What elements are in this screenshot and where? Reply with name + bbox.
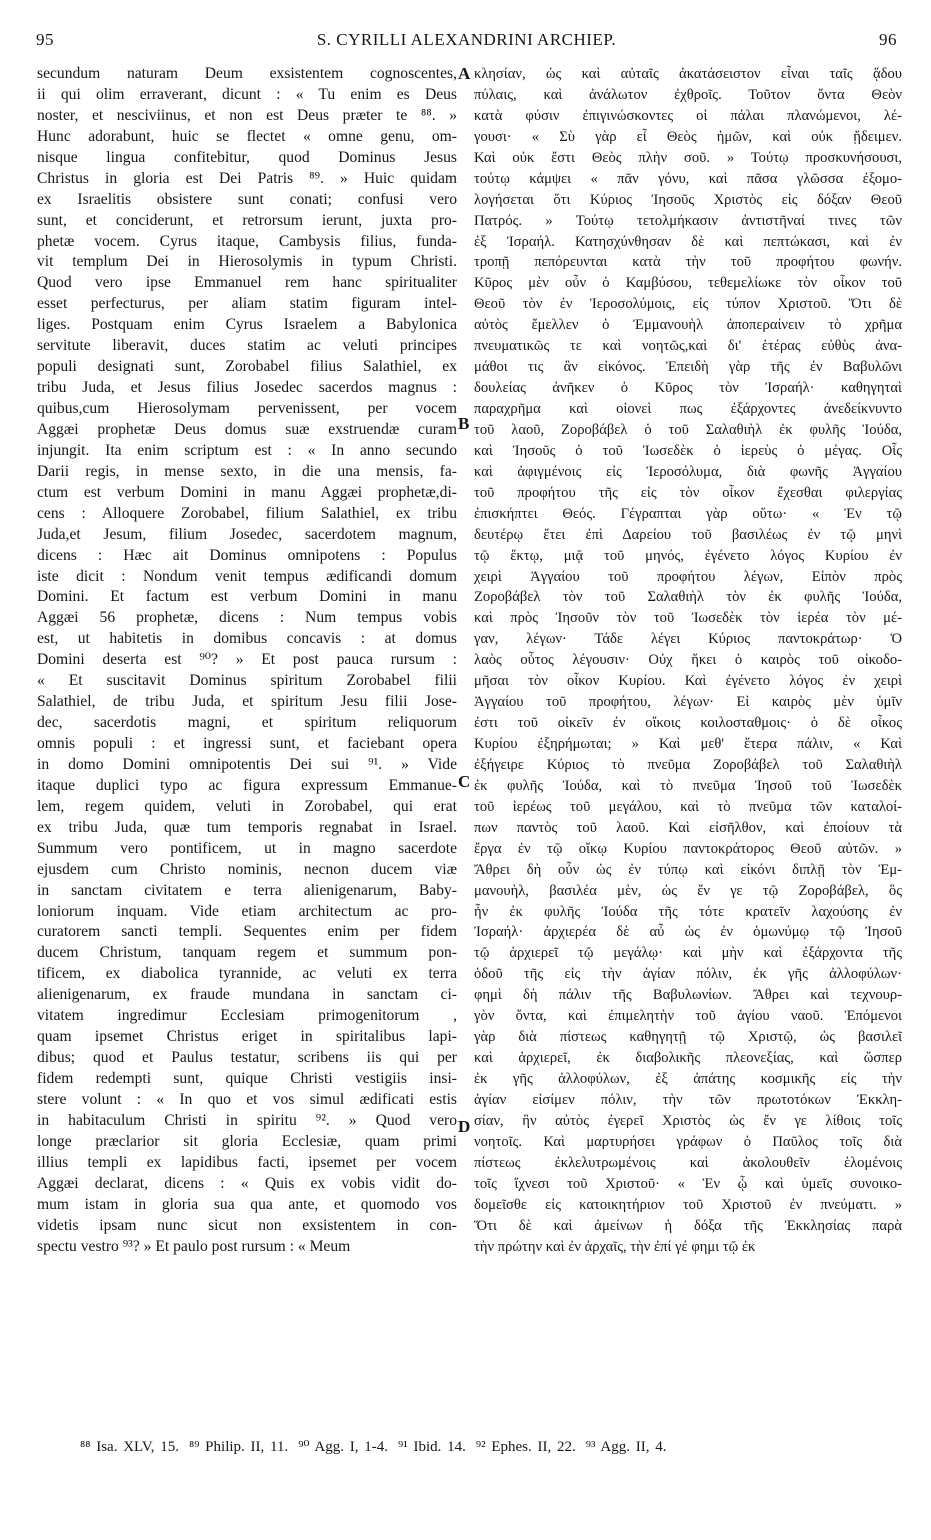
latin-text-line: longe præclarior sit gloria Ecclesiæ, quam primi [37, 1132, 457, 1150]
latin-text-line: Juda,et Jesum, filium Josedec, sacerdotem magnum, [37, 525, 457, 543]
latin-text-line: Darii regis, in mense sexto, in die una mensis, fa- [37, 462, 457, 480]
latin-text-line: alienigenarum, ex fraude mundana in sanctam ci- [37, 986, 457, 1004]
greek-text-line: ἔργα ἐν τῷ οἴκῳ Κυρίου παντοκράτορος Θεοῦ αὐτῶν. » [474, 840, 902, 857]
latin-text-line: nisque lingua confitebitur, quod Dominus Jesus [37, 148, 457, 166]
greek-text-line: ἐξήγειρε Κύριος τὸ πνεῦμα Ζοροβάβελ τοῦ Σαλαθιὴλ [474, 756, 902, 773]
greek-text-line: φημὶ δὴ πάλιν τῆς Βαβυλωνίων. Ἄθρει καὶ τεχνουρ- [474, 987, 902, 1004]
latin-text-line: ducem Christum, tanquam regem et summum pon- [37, 944, 457, 962]
greek-text-line: Ὅτι δὲ καὶ ἀμείνων ἡ δόξα τῆς Ἐκκλησίας παρὰ [474, 1217, 902, 1234]
latin-text-line: Salathiel, de tribu Juda, et spiritum Jesu filii Jose- [37, 693, 457, 711]
latin-text-line: Summum vero pontificem, ut in magno sacerdote [37, 839, 457, 857]
latin-text-line: mum istam in gloria sua qua ante, et quomodo vos [37, 1195, 457, 1213]
greek-text-line: τῷ ἀρχιερεῖ τῷ μεγάλῳ· καὶ μὴν καὶ ἐξάρχοντα τῆς [474, 945, 902, 962]
latin-text-line: ejusdem cum Christo nominis, necnon ducem viæ [37, 860, 457, 878]
greek-text-line: ἐκ φυλῆς Ἰούδα, καὶ τὸ πνεῦμα Ἰησοῦ τοῦ Ἰωσεδὲκ [474, 777, 902, 794]
latin-text-line: Domini. Et factum est verbum Domini in manu [37, 588, 457, 606]
latin-text-line: Domini deserta est ⁹⁰? » Et post pauca rursum : [37, 651, 457, 669]
latin-text-line: tribu Juda, et Jesus filius Josedec sacerdos magnus : [37, 379, 457, 397]
greek-text-line: καὶ πρὸς Ἰησοῦν τὸν τοῦ Ἰωσεδὲκ τὸν ἱερέα τὸν μέ- [474, 610, 902, 627]
latin-text-line: in domo Domini omnipotentis Dei sui ⁹¹. » Vide [37, 755, 457, 773]
greek-text-line: πων παντὸς τοῦ λαοῦ. Καὶ εἰσῆλθον, καὶ ἐποίουν τὰ [474, 819, 902, 836]
greek-text-line: λαὸς οὗτος λέγουσιν· Οὐχ ἥκει ὁ καιρὸς τοῦ οἰκοδο- [474, 652, 902, 669]
greek-text-line: ἦν ἐκ φυλῆς Ἰούδα τῆς τότε κρατεῖν λαχούσης ἐν [474, 903, 902, 920]
latin-text-line: ex tribu Juda, quæ tum temporis regnabat in Israel. [37, 818, 457, 836]
latin-text-line: iste dicit : Nondum venit tempus ædificandi domum [37, 567, 457, 585]
footnote: ⁹² Ephes. II, 22. [475, 1439, 576, 1455]
latin-text-line: sunt, et conciderunt, et retrorsum ierunt, juxta pro- [37, 211, 457, 229]
greek-text-line: παραχρῆμα καὶ οἱονεὶ πως ἐξάρχοντες ἀνεδείκνυντο [474, 401, 902, 417]
greek-text-line: κλησίαν, ὡς καὶ αὐταῖς ἀκατάσειστον εἶναι ταῖς ᾅδου [474, 66, 902, 82]
greek-text-line: τούτῳ κάμψει « πᾶν γόνυ, καὶ πᾶσα γλῶσσα ἐξομο- [474, 170, 902, 187]
greek-column [474, 64, 902, 1257]
greek-text-line: αὐτὸς ἔμελλεν ὁ Ἐμμανουὴλ ἀποπεραίνειν τὸ χρῆμα [474, 317, 902, 334]
footnote: ⁸⁸ Isa. XLV, 15. [80, 1439, 179, 1455]
page-number-right: 96 [879, 30, 897, 49]
latin-text-line: Aggæi prophetæ Deus domus suæ exstruendæ curam [37, 420, 457, 438]
greek-text-line: ἁγίαν εἰσίμεν πόλιν, τὴν τῶν πρωτοτόκων Ἐκκλη- [474, 1091, 902, 1108]
greek-text-line: τοῦ λαοῦ, Ζοροβάβελ ὁ τοῦ Σαλαθιὴλ ἐκ φυλῆς Ἰούδα, [474, 421, 902, 438]
greek-text-line: γὸν ὄντα, καὶ ἐπιμελητὴν τοῦ ἁγίου ναοῦ. Ἑπόμενοι [474, 1008, 902, 1025]
greek-text-line: Καὶ οὐκ ἔστι Θεὸς πλὴν σοῦ. » Τούτῳ προσκυνήσουσι, [474, 149, 902, 166]
latin-text-line: tificem, ex diabolica tyrannide, ac veluti ex terra [37, 965, 457, 983]
latin-text-line: illius templi ex lapidibus facti, ipsemet per vocem [37, 1153, 457, 1171]
greek-text-line: γαν, λέγων· Τάδε λέγει Κύριος παντοκράτωρ· Ὁ [474, 631, 902, 648]
greek-text-line: κατὰ φύσιν ἐπιγινώσκοντες οἱ πάλαι πλανώμενοι, λέ- [474, 107, 902, 124]
greek-text-line: Ἄθρει δὴ οὖν ὡς ἐν τύπῳ καὶ εἰκόνι διπλῇ τὸν Ἐμ- [474, 861, 902, 878]
greek-text-line: Ἀγγαίου τοῦ προφήτου, λέγων· Εἰ καιρὸς μὲν ὑμῖν [474, 694, 902, 711]
greek-text-line: νοητοῖς. Καὶ μαρτυρήσει γράφων ὁ Παῦλος τοῖς διὰ [474, 1133, 902, 1150]
greek-text-line: ὁδοῦ τῆς εἰς τὴν ἁγίαν πόλιν, ἐκ γῆς ἀλλοφύλων· [474, 966, 902, 983]
latin-text-line: « Et suscitavit Dominus spiritum Zorobabel filii [37, 672, 457, 690]
latin-text-line: dicens : Hæc ait Dominus omnipotens : Populus [37, 546, 457, 564]
greek-text-line: Ζοροβάβελ τὸν τοῦ Σαλαθιὴλ τὸν ἐκ φυλῆς Ἰούδα, [474, 589, 902, 606]
latin-text-line: secundum naturam Deum exsistentem cognoscentes, [37, 65, 457, 82]
greek-text-line: χειρὶ Ἀγγαίου τοῦ προφήτου λέγων, Εἰπὸν πρὸς [474, 568, 902, 585]
greek-text-line: Θεοῦ τὸν ἐν Ἱεροσολύμοις, εἰς τύπον Χριστοῦ. Ὅτι δὲ [474, 296, 902, 313]
greek-text-line: τῷ ἕκτῳ, μιᾷ τοῦ μηνός, ἐγένετο λόγος Κυρίου ἐν [474, 547, 902, 564]
latin-text-line: vitatem ingredimur Ecclesiam primogenitorum , [37, 1007, 457, 1025]
greek-text-line: μανουὴλ, βασιλέα μὲν, ὡς ἔν γε τῷ Ζοροβάβελ, ὃς [474, 882, 902, 899]
latin-text-line: est, ut habitetis in domibus concavis : at domus [37, 630, 457, 648]
footnote: ⁹¹ Ibid. 14. [397, 1439, 466, 1455]
greek-text-line: πνευματικῶς τε καὶ νοητῶς,καὶ δι' ἑτέρας εὐθὺς ἀνα- [474, 338, 902, 355]
latin-text-line: ii qui olim erraverant, dicunt : « Tu enim es Deus [37, 85, 457, 103]
latin-text-line: spectu vestro ⁹³? » Et paulo post rursum : « Meum [37, 1237, 351, 1255]
latin-text-line: dec, sacerdotis magni, et spiritum reliquorum [37, 714, 457, 732]
latin-text-line: loniorum inquam. Vide etiam architectum ac pro- [37, 902, 457, 920]
greek-text-line: τοῦ προφήτου τῆς εἰς τὸν οἶκον ἔχεσθαι φιλεργίας [474, 484, 902, 501]
latin-text-line: in sanctam civitatem e terra alienigenarum, Baby- [37, 881, 457, 899]
margin-letter-c: C [458, 772, 471, 791]
greek-text-line: ἐκ γῆς ἀλλοφύλων, ἐξ ἀπάτης κοσμικῆς εἰς τὴν [474, 1071, 902, 1087]
latin-text-line: Quod vero ipse Emmanuel rem hanc spiritualiter [37, 274, 457, 292]
footnotes [80, 1437, 911, 1456]
margin-letter-b: B [458, 414, 470, 433]
greek-text-line: μάθοι τις ἂν εἰκόνος. Ἐπειδὴ γὰρ τῆς ἐν Βαβυλῶνι [474, 359, 902, 376]
greek-text-line: μῆσαι τὸν οἶκον Κυρίου. Καὶ ἐγένετο λόγος ἐν χειρὶ [474, 673, 902, 690]
greek-text-line: ἐπισκήπτει Θεός. Γέγραπται γὰρ οὕτω· « Ἐν τῷ [474, 505, 902, 522]
greek-text-line: καὶ Ἰησοῦς ὁ τοῦ Ἰωσεδὲκ ὁ ἱερεὺς ὁ μέγας. Οἷς [474, 442, 902, 459]
greek-text-line: γὰρ διὰ πίστεως καθηγητῇ τῷ Χριστῷ, ὡς βασιλεῖ [474, 1029, 902, 1046]
latin-text-line: esset perfecturus, per aliam statim figuram intel- [37, 295, 457, 313]
footnote: ⁹³ Agg. II, 4. [585, 1439, 667, 1455]
latin-text-line: ctum est verbum Domini in manu Aggæi prophetæ,di- [37, 483, 457, 501]
latin-text-line: injungit. Ita enim scriptum est : « In anno secundo [37, 441, 457, 459]
latin-text-line: populi designati sunt, Zorobabel filius Salathiel, ex [37, 358, 457, 376]
latin-text-line: Christus in gloria est Dei Patris ⁸⁹. » Huic quidam [37, 169, 457, 187]
greek-text-line: τροπῇ πεπόρευνται κατὰ τὴν τοῦ προφήτου φωνήν. [474, 254, 902, 271]
latin-text-line: Aggæi 56 prophetæ, dicens : Num tempus vobis [37, 609, 457, 627]
greek-text-line: ἐξ Ἰσραήλ. Κατησχύνθησαν δὲ καὶ πεπτώκασι, καὶ ἐν [474, 233, 902, 250]
margin-letter-d: D [458, 1117, 471, 1136]
latin-text-line: vit templum Dei in Hierosolymis in typum Christi. [37, 253, 457, 271]
margin-letter-a: A [458, 64, 471, 83]
footnote: ⁸⁹ Philip. II, 11. [188, 1439, 289, 1455]
greek-text-line: δευτέρῳ ἔτει ἐπὶ Δαρείου τοῦ βασιλέως ἐν τῷ μηνὶ [474, 526, 902, 543]
latin-text-line: omnis populi : et ingressi sunt, et faciebant opera [37, 735, 457, 752]
latin-text-line: Aggæi declarat, dicens : « Quis ex vobis vidit do- [37, 1174, 457, 1192]
greek-text-line: τοῖς ἴχνεσι τοῦ Χριστοῦ· « Ἐν ᾧ καὶ ὑμεῖς συνοικο- [474, 1175, 902, 1192]
latin-text-line: itaque duplici typo ac figura expressum Emmanue- [37, 776, 457, 794]
latin-text-line: noster, et nesciviinus, et non est Deus præter te ⁸⁸. » [37, 106, 457, 124]
greek-text-line: Κῦρος μὲν οὖν ὁ Καμβύσου, τεθεμελίωκε τὸν οἶκον τοῦ [474, 275, 902, 292]
greek-text-line: Πατρός. » Τούτῳ τετολμήκασιν ἀντιστῆναί τινες τῶν [474, 212, 902, 229]
latin-text-line: dibus; quod et Paulus testatur, scribens iis qui per [37, 1049, 457, 1067]
greek-text-line: Κυρίου ἐξηρήμωται; » Καὶ μεθ' ἕτερα πάλιν, « Καὶ [474, 736, 902, 752]
latin-text-line: quam ipsemet Christus eriget in spiritalibus lapi- [37, 1028, 457, 1046]
greek-text-line: τοῦ ἱερέως τοῦ μεγάλου, καὶ τὸ πνεῦμα τῶν καταλοί- [474, 798, 902, 815]
greek-text-line: γουσι· « Σὺ γὰρ εἶ Θεὸς ἡμῶν, καὶ οὐκ ᾔδειμεν. [474, 128, 902, 145]
greek-text-line: δουλείας ἀνῆκεν ὁ Κῦρος τὸν Ἰσραήλ· καθηγηταὶ [474, 380, 902, 397]
latin-text-line: curatorem sancti templi. Sequentes enim per fidem [37, 923, 457, 941]
greek-text-line: Ἰσραήλ· ἀρχιερέα δὲ αὖ ὡς ἐν ὁμωνύμῳ τῷ Ἰησοῦ [474, 924, 902, 941]
latin-text-line: videtis ipsam nunc sicut non exsistentem in con- [37, 1216, 457, 1234]
greek-text-line: δομεῖσθε εἰς κατοικητήριον τοῦ Χριστοῦ ἐν πνεύματι. » [474, 1196, 902, 1213]
greek-text-line: πύλαις, καὶ ἀνάλωτον ἐχθροῖς. Τοῦτον ὄντα Θεὸν [474, 86, 902, 103]
page-number-left: 95 [36, 30, 54, 49]
latin-text-line: phetæ vocem. Cyrus itaque, Cambysis filius, funda- [37, 232, 457, 250]
greek-text-line: λογήσεται ὅτι Κύριος Ἰησοῦς Χριστὸς εἰς δόξαν Θεοῦ [474, 191, 902, 208]
running-title: S. CYRILLI ALEXANDRINI ARCHIEP. [316, 30, 617, 49]
greek-text-line: καὶ ἀρχιερεῖ, ἐκ διαβολικῆς πλεονεξίας, καὶ ὥσπερ [474, 1050, 902, 1067]
greek-text-line: πίστεως ἐκλελυτρωμένοις καὶ ἀκολουθεῖν ἑλομένοις [474, 1154, 902, 1171]
latin-text-line: Hunc adorabunt, huic se flectet « omne genu, om- [37, 127, 457, 145]
latin-text-line: lem, regem quidem, veluti in Zorobabel, qui erat [37, 797, 457, 815]
latin-text-line: fidem redempti sunt, quique Christi vestigiis insi- [37, 1070, 457, 1087]
latin-text-line: stere volunt : « In quo et vos simul ædificati estis [37, 1090, 457, 1108]
latin-text-line: cens : Alloquere Zorobabel, filium Salathiel, ex tribu [37, 504, 457, 522]
latin-column [37, 64, 457, 1257]
greek-text-line: σίαν, ἣν αὐτὸς ἐγερεῖ Χριστὸς ὡς ἔν γε λίθοις τοῖς [474, 1112, 902, 1129]
latin-text-line: servitute liberavit, duces statim ac veluti principes [37, 337, 457, 355]
latin-text-line: in habitaculum Christi in spiritu ⁹². » Quod vero [37, 1111, 457, 1129]
greek-text-line: τὴν πρώτην καὶ ἐν ἀρχαῖς, τὴν ἐπί γέ φημι τῷ ἐκ [474, 1238, 756, 1255]
latin-text-line: ex Israelitis obsistere sunt conati; confusi vero [37, 190, 457, 208]
latin-text-line: liges. Postquam enim Cyrus Israelem a Babylonica [37, 316, 457, 334]
footnote: ⁹⁰ Agg. I, 1-4. [298, 1439, 388, 1455]
latin-text-line: quibus,cum Hierosolymam pervenissent, per vocem [37, 400, 457, 417]
greek-text-line: ἐστι τοῦ οἰκεῖν ἐν οἴκοις κοιλοσταθμοις· ὁ δὲ οἶκος [474, 715, 902, 732]
running-header [30, 30, 903, 56]
greek-text-line: καὶ ἀφιγμένοις εἰς Ἱεροσόλυμα, διὰ φωνῆς Ἀγγαίου [474, 463, 902, 480]
